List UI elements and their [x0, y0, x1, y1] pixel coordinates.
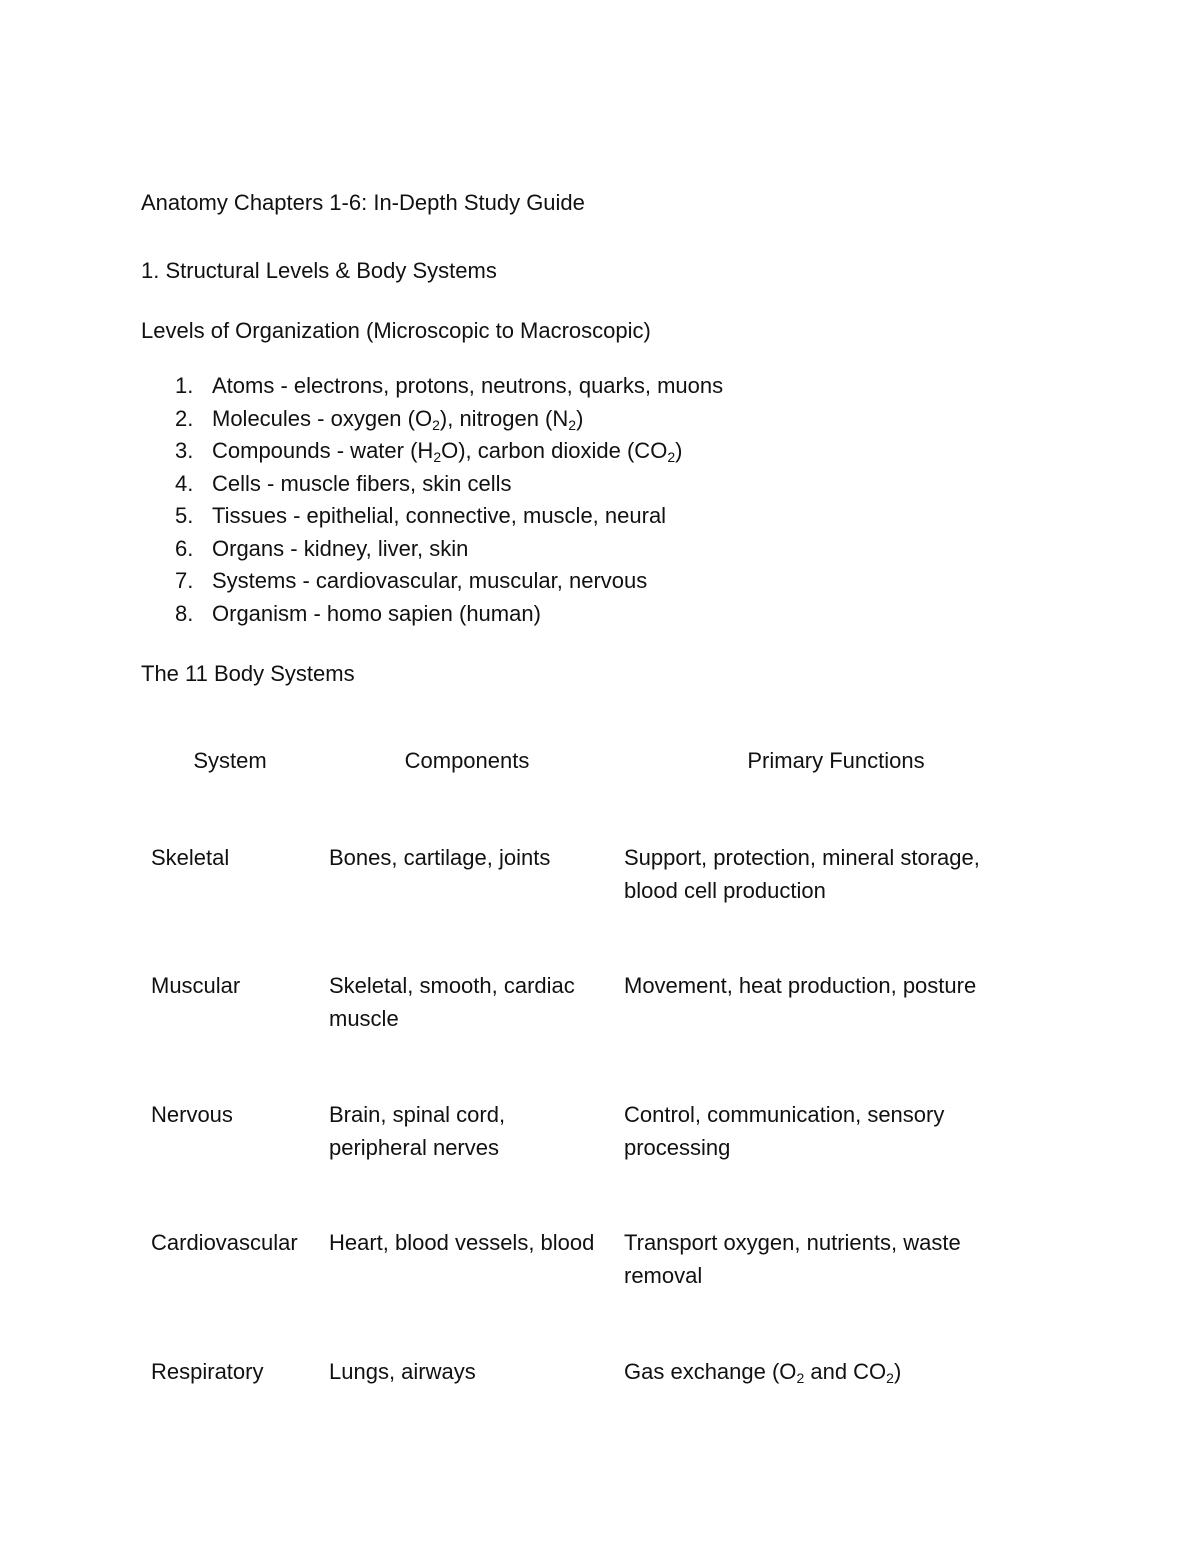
column-header-functions: Primary Functions — [747, 748, 925, 773]
list-text: Molecules - oxygen $(O_2)$, nitrogen $(N_2)$ — [212, 405, 584, 433]
list-number: 3. — [175, 438, 194, 463]
list-text: Organs - kidney, liver, skin — [212, 535, 469, 561]
column-header-components: Components — [404, 748, 530, 773]
components-cell: Brain, spinal cord, peripheral nerves — [329, 1102, 506, 1160]
system-cell: Skeletal — [151, 845, 230, 870]
table-row — [141, 842, 1041, 952]
document-title: Anatomy Chapters 1-6: In-Depth Study Guide — [141, 190, 585, 215]
list-number: 7. — [175, 568, 194, 593]
components-cell: Lungs, airways — [329, 1359, 476, 1384]
column-header-system: System — [193, 748, 267, 773]
list-text: Tissues - epithelial, connective, muscle, neural — [212, 503, 667, 528]
section-heading: 1. Structural Levels & Body Systems — [141, 258, 497, 283]
list-text: Organism - homo sapien (human) — [212, 600, 541, 626]
table-row — [141, 1099, 1041, 1209]
list-number: 8. — [175, 600, 194, 626]
list-number: 1. — [175, 373, 194, 398]
table-row — [141, 970, 1041, 1080]
list-text: Atoms - electrons, protons, neutrons, quarks, muons — [212, 373, 724, 398]
functions-cell: Control, communication, sensory processing — [624, 1102, 945, 1160]
functions-cell: Movement, heat production, posture — [624, 973, 977, 998]
functions-cell: Gas exchange ($O_2$ and $CO_2$) — [624, 1359, 902, 1386]
list-text: Compounds - water $(H_2O)$, carbon dioxide $(CO_2)$ — [212, 438, 683, 465]
list-number: 5. — [175, 503, 194, 528]
table-row — [141, 1356, 1041, 1466]
table-row — [141, 1227, 1041, 1337]
list-number: 2. — [175, 405, 194, 431]
list-text: Cells - muscle fibers, skin cells — [212, 470, 512, 496]
system-cell: Nervous — [151, 1102, 233, 1127]
components-cell: Bones, cartilage, joints — [329, 845, 551, 870]
functions-cell: Support, protection, mineral storage, blood cell production — [624, 845, 980, 903]
system-cell: Cardiovascular — [151, 1230, 298, 1255]
list-number: 4. — [175, 470, 194, 496]
list-number: 6. — [175, 535, 194, 561]
functions-cell: Transport oxygen, nutrients, waste removal — [624, 1230, 961, 1288]
system-cell: Respiratory — [151, 1359, 264, 1384]
list-text: Systems - cardiovascular, muscular, nervous — [212, 568, 648, 593]
systems-heading: The 11 Body Systems — [141, 661, 355, 686]
components-cell: Heart, blood vessels, blood — [329, 1230, 595, 1255]
system-cell: Muscular — [151, 973, 241, 998]
components-cell: Skeletal, smooth, cardiac muscle — [329, 973, 575, 1031]
levels-heading: Levels of Organization (Microscopic to Macroscopic) — [141, 318, 651, 343]
